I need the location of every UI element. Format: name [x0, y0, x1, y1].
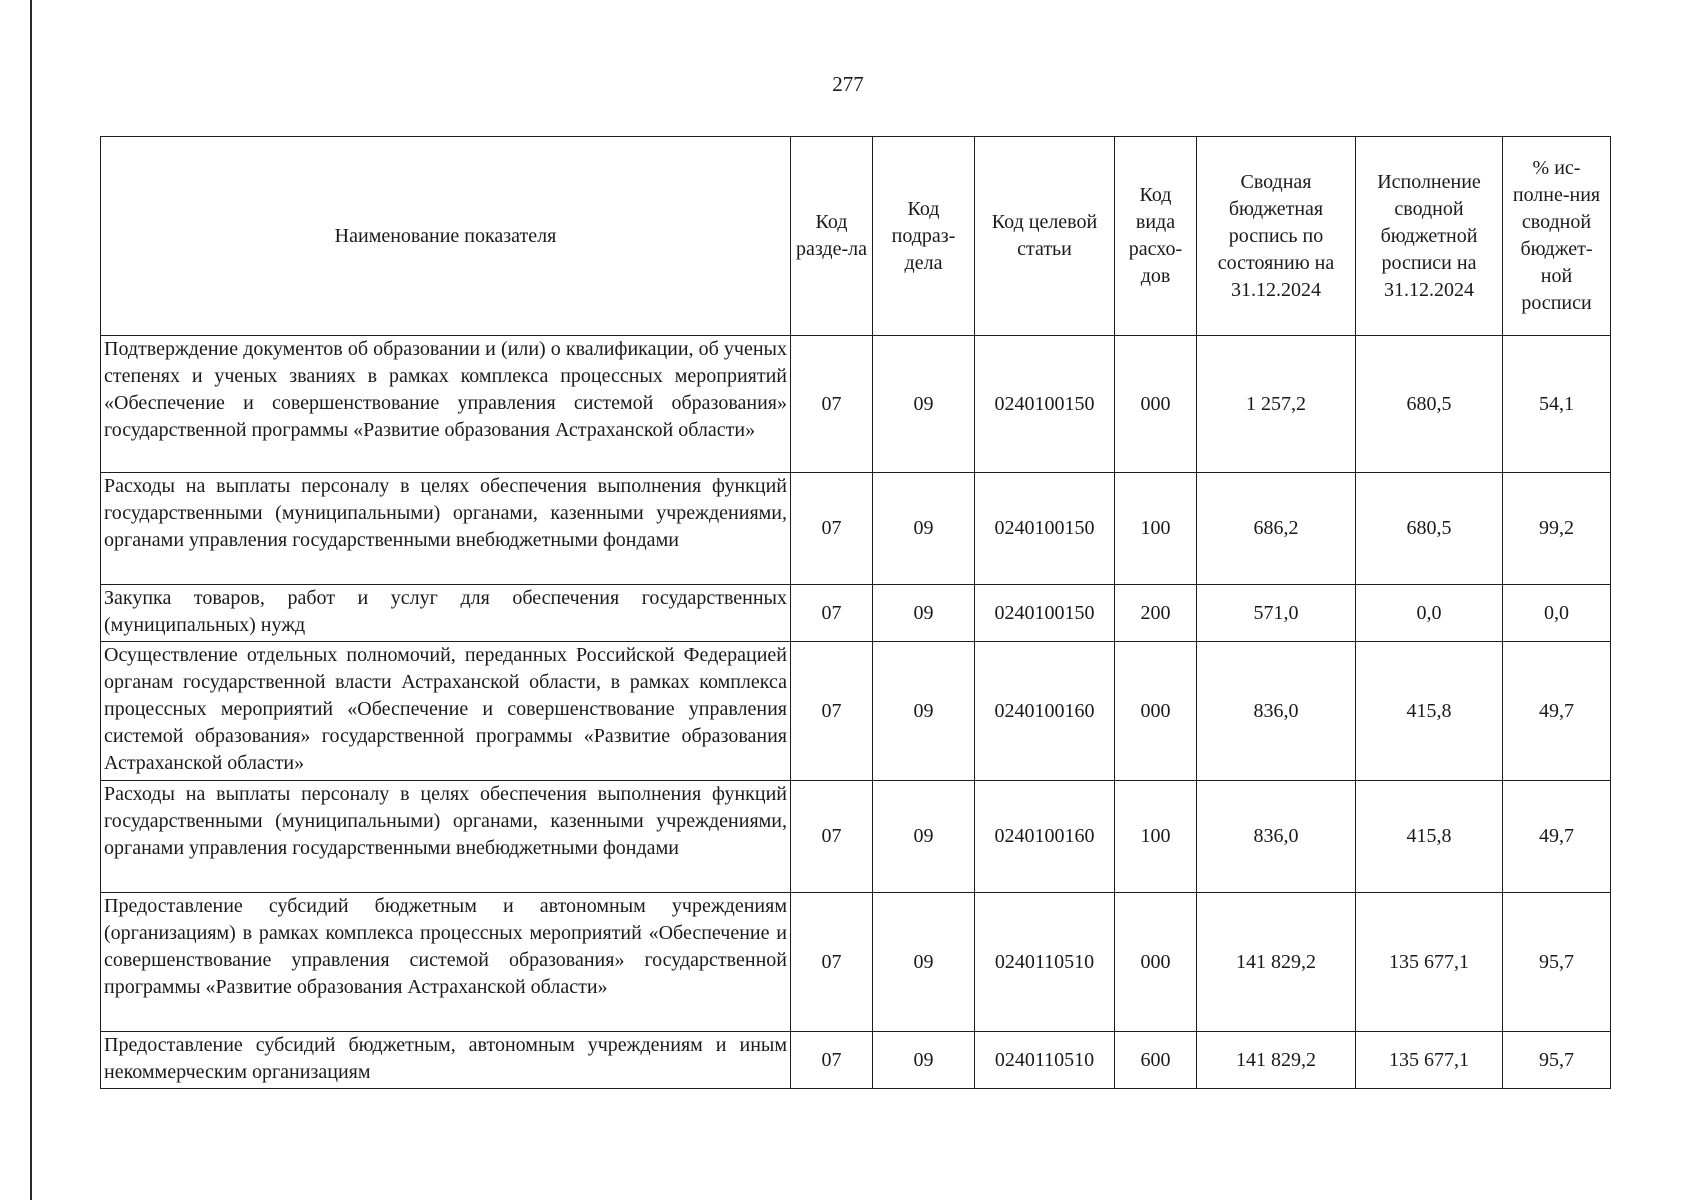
header-execution-percent: % ис-полне-ния сводной бюджет-ной росписи — [1503, 137, 1611, 336]
table-row — [101, 781, 1611, 893]
indicator-name: Предоставление субсидий бюджетным и автономным учреждениям (организациям) в рамках комплекса процессных мероприятий «Обеспечение и совершенствование управления системой образования» государственной программы «Развитие образования Астраханской области» — [101, 893, 791, 1032]
budget-execution: 680,5 — [1356, 473, 1503, 585]
budget-plan: 1 257,2 — [1197, 336, 1356, 473]
subsection-code: 09 — [873, 473, 975, 585]
target-code: 0240100150 — [975, 585, 1115, 642]
header-expense-kind-code: Код вида расхо-дов — [1115, 137, 1197, 336]
header-budget-execution: Исполнение сводной бюджетной росписи на 31.12.2024 — [1356, 137, 1503, 336]
table-row — [101, 473, 1611, 585]
table-header-row — [101, 137, 1611, 336]
target-code: 0240100160 — [975, 642, 1115, 781]
section-code: 07 — [791, 781, 873, 893]
header-budget-plan: Сводная бюджетная роспись по состоянию на 31.12.2024 — [1197, 137, 1356, 336]
budget-execution-table — [100, 136, 1611, 1089]
execution-percent: 99,2 — [1503, 473, 1611, 585]
budget-plan: 141 829,2 — [1197, 893, 1356, 1032]
expense-kind-code: 000 — [1115, 336, 1197, 473]
execution-percent: 95,7 — [1503, 1032, 1611, 1089]
subsection-code: 09 — [873, 1032, 975, 1089]
expense-kind-code: 000 — [1115, 893, 1197, 1032]
budget-plan: 571,0 — [1197, 585, 1356, 642]
expense-kind-code: 000 — [1115, 642, 1197, 781]
subsection-code: 09 — [873, 336, 975, 473]
section-code: 07 — [791, 893, 873, 1032]
target-code: 0240100150 — [975, 473, 1115, 585]
target-code: 0240110510 — [975, 1032, 1115, 1089]
execution-percent: 54,1 — [1503, 336, 1611, 473]
subsection-code: 09 — [873, 585, 975, 642]
indicator-name: Предоставление субсидий бюджетным, автономным учреждениям и иным некоммерческим организациям — [101, 1032, 791, 1089]
expense-kind-code: 200 — [1115, 585, 1197, 642]
subsection-code: 09 — [873, 642, 975, 781]
header-section-code: Код разде-ла — [791, 137, 873, 336]
execution-percent: 95,7 — [1503, 893, 1611, 1032]
section-code: 07 — [791, 585, 873, 642]
indicator-name: Осуществление отдельных полномочий, переданных Российской Федерацией органам государственной власти Астраханской области, в рамках комплекса процессных мероприятий «Обеспечение и совершенствование управления системой образования» государственной программы «Развитие образования Астраханской области» — [101, 642, 791, 781]
budget-execution: 135 677,1 — [1356, 1032, 1503, 1089]
page-number: 277 — [832, 72, 864, 96]
expense-kind-code: 100 — [1115, 473, 1197, 585]
budget-plan: 836,0 — [1197, 642, 1356, 781]
header-indicator-name: Наименование показателя — [101, 137, 791, 336]
execution-percent: 49,7 — [1503, 781, 1611, 893]
indicator-name: Закупка товаров, работ и услуг для обеспечения государственных (муниципальных) нужд — [101, 585, 791, 642]
table-row — [101, 585, 1611, 642]
budget-execution: 415,8 — [1356, 642, 1503, 781]
target-code: 0240100150 — [975, 336, 1115, 473]
subsection-code: 09 — [873, 893, 975, 1032]
budget-execution: 680,5 — [1356, 336, 1503, 473]
indicator-name: Расходы на выплаты персоналу в целях обеспечения выполнения функций государственными (муниципальными) органами, казенными учреждениями, органами управления государственными внебюджетными фондами — [101, 781, 791, 893]
indicator-name: Расходы на выплаты персоналу в целях обеспечения выполнения функций государственными (муниципальными) органами, казенными учреждениями, органами управления государственными внебюджетными фондами — [101, 473, 791, 585]
expense-kind-code: 100 — [1115, 781, 1197, 893]
execution-percent: 49,7 — [1503, 642, 1611, 781]
budget-execution: 135 677,1 — [1356, 893, 1503, 1032]
table-row — [101, 642, 1611, 781]
table-row — [101, 336, 1611, 473]
expense-kind-code: 600 — [1115, 1032, 1197, 1089]
section-code: 07 — [791, 1032, 873, 1089]
budget-plan: 141 829,2 — [1197, 1032, 1356, 1089]
execution-percent: 0,0 — [1503, 585, 1611, 642]
scan-edge-line — [30, 0, 32, 1200]
table-row — [101, 893, 1611, 1032]
budget-plan: 686,2 — [1197, 473, 1356, 585]
section-code: 07 — [791, 336, 873, 473]
indicator-name: Подтверждение документов об образовании и (или) о квалификации, об ученых степенях и ученых званиях в рамках комплекса процессных мероприятий «Обеспечение и совершенствование управления системой образования» государственной программы «Развитие образования Астраханской области» — [101, 336, 791, 473]
section-code: 07 — [791, 473, 873, 585]
target-code: 0240110510 — [975, 893, 1115, 1032]
target-code: 0240100160 — [975, 781, 1115, 893]
budget-execution: 0,0 — [1356, 585, 1503, 642]
section-code: 07 — [791, 642, 873, 781]
header-target-code: Код целевой статьи — [975, 137, 1115, 336]
table-row — [101, 1032, 1611, 1089]
budget-execution: 415,8 — [1356, 781, 1503, 893]
budget-plan: 836,0 — [1197, 781, 1356, 893]
subsection-code: 09 — [873, 781, 975, 893]
header-subsection-code: Код подраз-дела — [873, 137, 975, 336]
